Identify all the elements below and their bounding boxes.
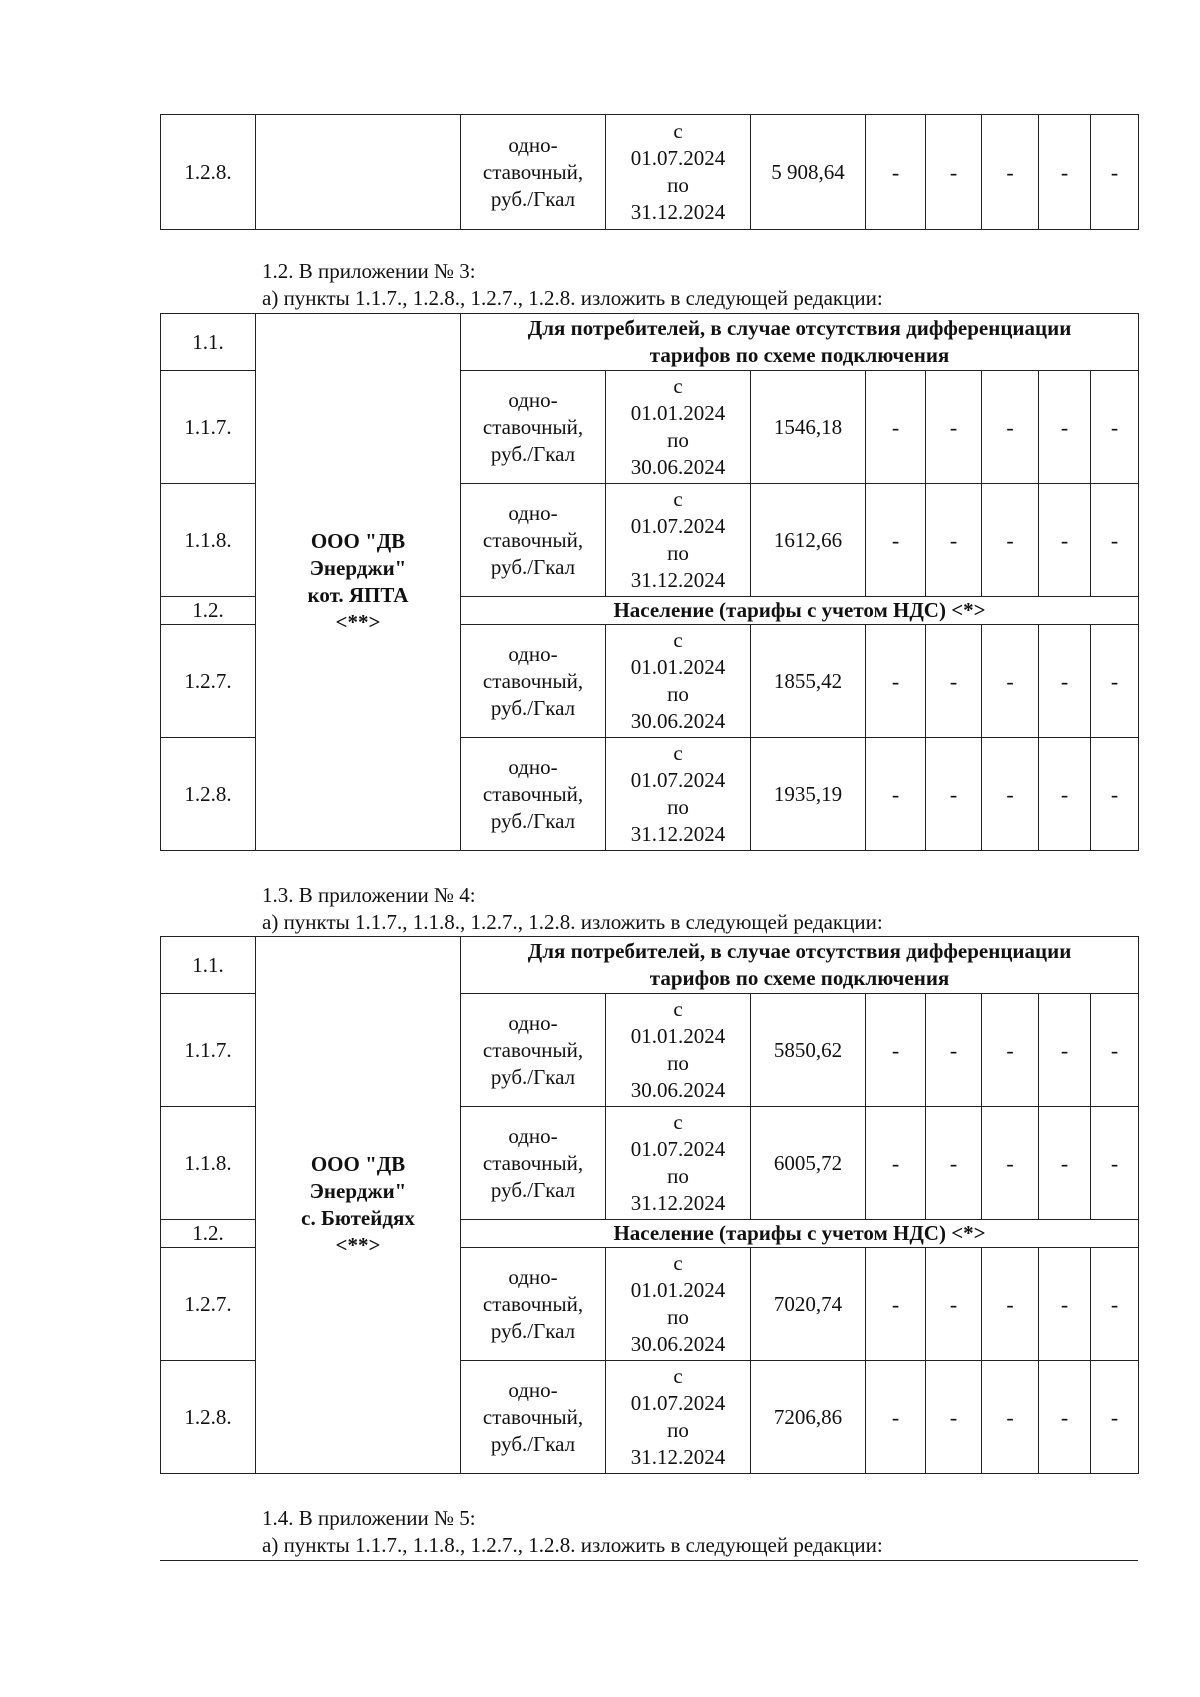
group-number: 1.2. xyxy=(161,597,256,625)
group-number: 1.1. xyxy=(161,314,256,371)
dash-cell: - xyxy=(926,1361,982,1474)
row-number: 1.2.8. xyxy=(161,115,256,230)
dash-cell: - xyxy=(1039,484,1091,597)
organization-cell: ООО "ДВ Энерджи" с. Бютейдях <**> xyxy=(256,937,461,1474)
dash-cell: - xyxy=(926,371,982,484)
dash-cell: - xyxy=(1091,994,1139,1107)
dash-cell: - xyxy=(1039,371,1091,484)
dash-cell: - xyxy=(866,1107,926,1220)
tariff-type: одно- ставочный, руб./Гкал xyxy=(461,1107,606,1220)
dash-cell: - xyxy=(1091,484,1139,597)
dash-cell: - xyxy=(926,115,982,230)
section-heading: 1.4. В приложении № 5: xyxy=(262,1506,476,1530)
dash-cell: - xyxy=(866,115,926,230)
dash-cell: - xyxy=(866,371,926,484)
dash-cell: - xyxy=(1039,1107,1091,1220)
tariff-table-appendix-4 xyxy=(160,936,1139,1474)
tariff-period: с 01.01.2024 по 30.06.2024 xyxy=(606,1248,751,1361)
tariff-type: одно- ставочный, руб./Гкал xyxy=(461,371,606,484)
section-subheading: а) пункты 1.1.7., 1.1.8., 1.2.7., 1.2.8. изложить в следующей редакции: xyxy=(262,910,883,934)
row-number: 1.1.8. xyxy=(161,484,256,597)
dash-cell: - xyxy=(1039,738,1091,851)
section-heading: 1.2. В приложении № 3: xyxy=(262,259,476,283)
tariff-type: одно- ставочный, руб./Гкал xyxy=(461,115,606,230)
tariff-period: с 01.07.2024 по 31.12.2024 xyxy=(606,1361,751,1474)
dash-cell: - xyxy=(926,625,982,738)
dash-cell: - xyxy=(926,1107,982,1220)
tariff-type: одно- ставочный, руб./Гкал xyxy=(461,994,606,1107)
dash-cell: - xyxy=(866,994,926,1107)
dash-cell: - xyxy=(926,1248,982,1361)
row-number: 1.2.8. xyxy=(161,738,256,851)
group-title: Население (тарифы с учетом НДС) <*> xyxy=(461,597,1139,625)
tariff-type: одно- ставочный, руб./Гкал xyxy=(461,484,606,597)
dash-cell: - xyxy=(1039,994,1091,1107)
tariff-period: с 01.07.2024 по 31.12.2024 xyxy=(606,484,751,597)
section-subheading: а) пункты 1.1.7., 1.1.8., 1.2.7., 1.2.8. изложить в следующей редакции: xyxy=(262,1533,883,1557)
row-number: 1.1.7. xyxy=(161,371,256,484)
group-title: Население (тарифы с учетом НДС) <*> xyxy=(461,1220,1139,1248)
dash-cell: - xyxy=(866,738,926,851)
group-header-row xyxy=(161,314,1139,371)
tariff-period: с 01.01.2024 по 30.06.2024 xyxy=(606,371,751,484)
dash-cell: - xyxy=(982,738,1039,851)
tariff-value: 1546,18 xyxy=(751,371,866,484)
row-number: 1.1.8. xyxy=(161,1107,256,1220)
table-row xyxy=(161,115,1139,230)
tariff-value: 7206,86 xyxy=(751,1361,866,1474)
dash-cell: - xyxy=(926,738,982,851)
dash-cell: - xyxy=(1091,1361,1139,1474)
dash-cell: - xyxy=(926,484,982,597)
tariff-value: 1855,42 xyxy=(751,625,866,738)
row-number: 1.2.8. xyxy=(161,1361,256,1474)
group-number: 1.1. xyxy=(161,937,256,994)
dash-cell: - xyxy=(1091,371,1139,484)
tariff-table-appendix-3 xyxy=(160,313,1139,851)
tariff-value: 6005,72 xyxy=(751,1107,866,1220)
dash-cell: - xyxy=(1039,1248,1091,1361)
group-header-row xyxy=(161,937,1139,994)
tariff-period: с 01.07.2024 по 31.12.2024 xyxy=(606,1107,751,1220)
dash-cell: - xyxy=(1091,1107,1139,1220)
tariff-value: 5 908,64 xyxy=(751,115,866,230)
tariff-table-top xyxy=(160,114,1139,230)
tariff-period: с 01.01.2024 по 30.06.2024 xyxy=(606,625,751,738)
dash-cell: - xyxy=(1091,625,1139,738)
dash-cell: - xyxy=(982,1361,1039,1474)
row-number: 1.1.7. xyxy=(161,994,256,1107)
dash-cell: - xyxy=(1091,115,1139,230)
tariff-type: одно- ставочный, руб./Гкал xyxy=(461,1361,606,1474)
dash-cell: - xyxy=(982,625,1039,738)
tariff-value: 1935,19 xyxy=(751,738,866,851)
table-top-rule xyxy=(160,1560,1138,1561)
section-heading: 1.3. В приложении № 4: xyxy=(262,883,476,907)
group-number: 1.2. xyxy=(161,1220,256,1248)
dash-cell: - xyxy=(1039,1361,1091,1474)
dash-cell: - xyxy=(982,115,1039,230)
dash-cell: - xyxy=(982,484,1039,597)
row-number: 1.2.7. xyxy=(161,1248,256,1361)
org-cell-empty xyxy=(256,115,461,230)
dash-cell: - xyxy=(866,484,926,597)
group-title: Для потребителей, в случае отсутствия дифференциации тарифов по схеме подключения xyxy=(461,314,1139,371)
organization-cell: ООО "ДВ Энерджи" кот. ЯПТА <**> xyxy=(256,314,461,851)
tariff-type: одно- ставочный, руб./Гкал xyxy=(461,738,606,851)
tariff-period: с 01.07.2024 по 31.12.2024 xyxy=(606,115,751,230)
dash-cell: - xyxy=(926,994,982,1107)
dash-cell: - xyxy=(866,1361,926,1474)
dash-cell: - xyxy=(982,994,1039,1107)
tariff-value: 1612,66 xyxy=(751,484,866,597)
tariff-period: с 01.07.2024 по 31.12.2024 xyxy=(606,738,751,851)
tariff-type: одно- ставочный, руб./Гкал xyxy=(461,1248,606,1361)
tariff-value: 7020,74 xyxy=(751,1248,866,1361)
dash-cell: - xyxy=(1091,738,1139,851)
dash-cell: - xyxy=(1091,1248,1139,1361)
dash-cell: - xyxy=(982,1107,1039,1220)
dash-cell: - xyxy=(866,625,926,738)
dash-cell: - xyxy=(1039,625,1091,738)
section-subheading: а) пункты 1.1.7., 1.2.8., 1.2.7., 1.2.8. изложить в следующей редакции: xyxy=(262,286,883,310)
dash-cell: - xyxy=(1039,115,1091,230)
group-title: Для потребителей, в случае отсутствия дифференциации тарифов по схеме подключения xyxy=(461,937,1139,994)
dash-cell: - xyxy=(982,1248,1039,1361)
dash-cell: - xyxy=(866,1248,926,1361)
tariff-value: 5850,62 xyxy=(751,994,866,1107)
tariff-period: с 01.01.2024 по 30.06.2024 xyxy=(606,994,751,1107)
row-number: 1.2.7. xyxy=(161,625,256,738)
tariff-type: одно- ставочный, руб./Гкал xyxy=(461,625,606,738)
dash-cell: - xyxy=(982,371,1039,484)
